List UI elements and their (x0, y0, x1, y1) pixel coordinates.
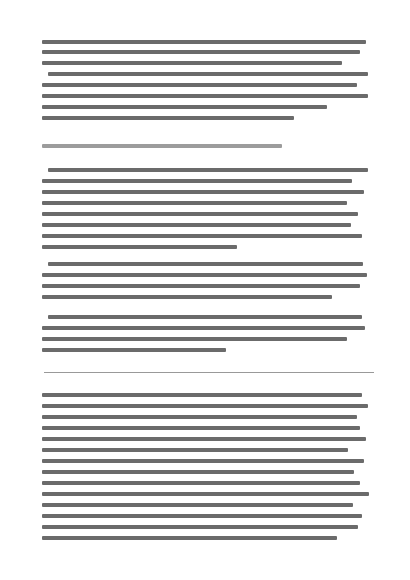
example-heading (42, 144, 282, 148)
section-divider (44, 372, 374, 373)
